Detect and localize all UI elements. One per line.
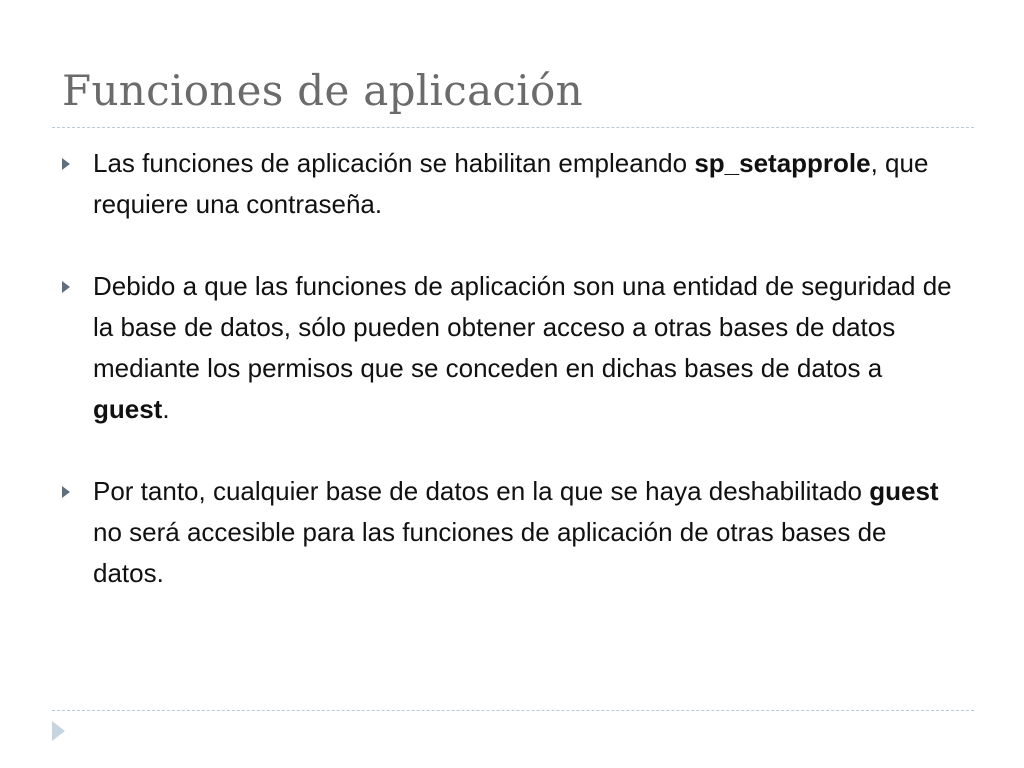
bullet-bold-term: guest (93, 394, 163, 424)
bullet-bold-term: sp_setapprole (694, 148, 871, 178)
bullet-item (62, 266, 962, 430)
slide-title: Funciones de aplicación (62, 66, 583, 115)
bullet-text-end: , que requiere una contraseña. (93, 148, 929, 219)
bullet-text-end: . (162, 394, 170, 424)
triangle-right-icon (62, 486, 70, 498)
bullet-text-start: Las funciones de aplicación se habilitan empleando (93, 148, 695, 178)
bullet-text-end: no será accesible para las funciones de aplicación de otras bases de datos. (93, 517, 887, 588)
triangle-right-icon (62, 158, 70, 170)
bullet-item (62, 471, 962, 594)
bullet-item (62, 143, 962, 225)
triangle-right-icon (62, 281, 70, 293)
footer-divider (52, 710, 974, 711)
title-divider (52, 127, 974, 128)
bullet-text-start: Debido a que las funciones de aplicación son una entidad de seguridad de la base de datos, sólo pueden obtener acceso a otras bases de datos mediante los permisos que se conceden en dichas bases de datos a (93, 271, 952, 383)
next-slide-icon[interactable] (52, 721, 65, 741)
bullet-text-start: Por tanto, cualquier base de datos en la que se haya deshabilitado (93, 476, 870, 506)
bullet-list (62, 143, 962, 594)
bullet-bold-term: guest (869, 476, 939, 506)
